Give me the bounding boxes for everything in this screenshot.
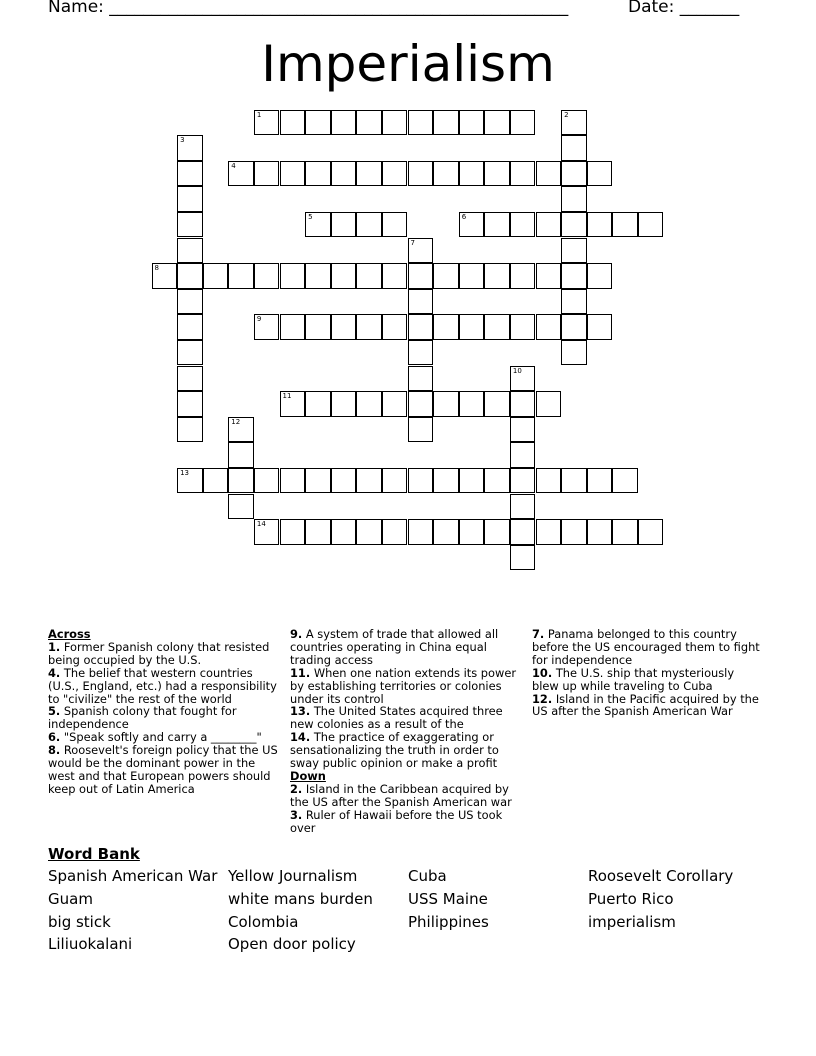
grid-cell[interactable]: [152, 263, 178, 289]
grid-cell[interactable]: [536, 263, 562, 289]
grid-cell[interactable]: [433, 161, 459, 187]
grid-cell[interactable]: [408, 263, 434, 289]
grid-cell[interactable]: [408, 289, 434, 315]
grid-cell[interactable]: [177, 417, 203, 443]
grid-cell[interactable]: [433, 263, 459, 289]
clue-number: 13: [180, 468, 190, 477]
clue-across-11: 11. When one nation extends its power by establishing territories or colonies under its control: [290, 665, 517, 706]
grid-cell[interactable]: [484, 161, 510, 187]
grid-cell[interactable]: [177, 468, 203, 494]
grid-cell[interactable]: [408, 366, 434, 392]
grid-cell[interactable]: [510, 314, 536, 340]
grid-cell[interactable]: [382, 468, 408, 494]
grid-cell[interactable]: [459, 161, 485, 187]
across-heading: Across: [48, 627, 91, 641]
grid-cell[interactable]: [305, 161, 331, 187]
word-bank-item: white mans burden: [228, 890, 373, 908]
grid-cell[interactable]: [408, 340, 434, 366]
grid-cell[interactable]: [561, 212, 587, 238]
grid-cell[interactable]: [254, 263, 280, 289]
grid-cell[interactable]: [561, 161, 587, 187]
grid-cell[interactable]: [510, 391, 536, 417]
clue-across-5: 5. Spanish colony that fought for independence: [48, 704, 237, 732]
grid-cell[interactable]: [484, 314, 510, 340]
grid-cell[interactable]: [459, 468, 485, 494]
grid-cell[interactable]: [561, 263, 587, 289]
grid-cell[interactable]: [382, 263, 408, 289]
clue-across-6: 6. "Speak softly and carry a ________": [48, 730, 262, 745]
clue-number: 14: [256, 520, 266, 529]
grid-cell[interactable]: [561, 519, 587, 545]
grid-cell[interactable]: [280, 391, 306, 417]
grid-cell[interactable]: [280, 110, 306, 136]
grid-cell[interactable]: [510, 545, 536, 571]
grid-cell[interactable]: [254, 314, 280, 340]
word-bank-item: Philippines: [408, 913, 489, 931]
grid-cell[interactable]: [331, 212, 357, 238]
grid-cell[interactable]: [331, 468, 357, 494]
clue-across-8: 8. Roosevelt's foreign policy that the US would be the dominant power in the west and that European powers should keep out of Latin America: [48, 743, 278, 796]
grid-cell[interactable]: [536, 212, 562, 238]
clue-number: 10: [512, 366, 522, 375]
clue-across-13: 13. The United States acquired three new colonies as a result of the: [290, 704, 503, 732]
grid-cell[interactable]: [254, 468, 280, 494]
down-heading: Down: [290, 768, 326, 783]
date-field[interactable]: Date: _______: [628, 0, 740, 17]
grid-cell[interactable]: [459, 263, 485, 289]
word-bank-item: Colombia: [228, 913, 299, 931]
grid-cell[interactable]: [280, 519, 306, 545]
grid-cell[interactable]: [228, 417, 254, 443]
grid-cell[interactable]: [510, 442, 536, 468]
grid-cell[interactable]: [356, 519, 382, 545]
grid-cell[interactable]: [254, 110, 280, 136]
grid-cell[interactable]: [459, 110, 485, 136]
word-bank-item: Yellow Journalism: [228, 867, 358, 885]
grid-cell[interactable]: [305, 519, 331, 545]
grid-cell[interactable]: [177, 314, 203, 340]
clue-number: 7: [410, 238, 415, 247]
grid-cell[interactable]: [331, 391, 357, 417]
grid-cell[interactable]: [612, 212, 638, 238]
grid-cell[interactable]: [228, 263, 254, 289]
clue-across-1: 1. Former Spanish colony that resisted being occupied by the U.S.: [48, 639, 270, 667]
grid-cell[interactable]: [305, 263, 331, 289]
grid-cell[interactable]: [356, 212, 382, 238]
grid-cell[interactable]: [228, 494, 254, 520]
word-bank-item: Liliuokalani: [48, 935, 133, 953]
grid-cell[interactable]: [459, 519, 485, 545]
grid-cell[interactable]: [382, 314, 408, 340]
grid-cell[interactable]: [356, 110, 382, 136]
grid-cell[interactable]: [459, 212, 485, 238]
clue-across-9: 9. A system of trade that allowed all countries operating in China equal trading access: [290, 627, 499, 667]
word-bank-item: Guam: [48, 890, 93, 908]
clue-number: 5: [308, 212, 313, 221]
grid-cell[interactable]: [459, 391, 485, 417]
clue-number: 2: [564, 110, 569, 119]
grid-cell[interactable]: [203, 468, 229, 494]
grid-cell[interactable]: [612, 468, 638, 494]
clue-down-7: 7. Panama belonged to this country before the US encouraged them to fight for independence: [532, 627, 760, 667]
clues-column-3: [532, 628, 764, 718]
grid-cell[interactable]: [305, 212, 331, 238]
grid-cell[interactable]: [561, 135, 587, 161]
grid-cell[interactable]: [433, 519, 459, 545]
grid-cell[interactable]: [408, 161, 434, 187]
grid-cell[interactable]: [382, 110, 408, 136]
grid-cell[interactable]: [305, 468, 331, 494]
clue-down-12: 12. Island in the Pacific acquired by the US after the Spanish American War: [532, 691, 759, 719]
grid-cell[interactable]: [177, 366, 203, 392]
grid-cell[interactable]: [177, 289, 203, 315]
grid-cell[interactable]: [510, 161, 536, 187]
grid-cell[interactable]: [484, 468, 510, 494]
grid-cell[interactable]: [536, 468, 562, 494]
grid-cell[interactable]: [356, 263, 382, 289]
grid-cell[interactable]: [510, 110, 536, 136]
grid-cell[interactable]: [331, 161, 357, 187]
grid-cell[interactable]: [510, 494, 536, 520]
clues-column-1: [48, 628, 280, 796]
clue-across-4: 4. The belief that western countries (U.S., England, etc.) had a responsibility to "civilize" the rest of the world: [48, 665, 277, 706]
grid-cell[interactable]: [587, 212, 613, 238]
grid-cell[interactable]: [408, 314, 434, 340]
grid-cell[interactable]: [356, 314, 382, 340]
grid-cell[interactable]: [638, 519, 664, 545]
clue-number: 4: [231, 161, 236, 170]
word-bank-item: Puerto Rico: [588, 890, 674, 908]
grid-cell[interactable]: [177, 263, 203, 289]
clue-number: 9: [256, 315, 262, 324]
grid-cell[interactable]: [382, 519, 408, 545]
grid-cell[interactable]: [433, 468, 459, 494]
grid-cell[interactable]: [331, 263, 357, 289]
grid-cell[interactable]: [587, 519, 613, 545]
clue-number: 8: [154, 264, 159, 273]
grid-cell[interactable]: [484, 519, 510, 545]
grid-cell[interactable]: [510, 366, 536, 392]
clue-down-3: 3. Ruler of Hawaii before the US took over: [290, 807, 503, 835]
grid-cell[interactable]: [433, 110, 459, 136]
grid-cell[interactable]: [228, 442, 254, 468]
grid-cell[interactable]: [408, 468, 434, 494]
name-field[interactable]: Name: ______________________________________________________: [48, 0, 569, 17]
word-bank-item: imperialism: [588, 913, 676, 931]
grid-cell[interactable]: [561, 110, 587, 136]
clue-number: 1: [256, 110, 262, 119]
word-bank-item: Spanish American War: [48, 867, 218, 885]
grid-cell[interactable]: [587, 314, 613, 340]
word-bank-item: Cuba: [408, 867, 447, 885]
grid-cell[interactable]: [331, 110, 357, 136]
grid-cell[interactable]: [638, 212, 664, 238]
grid-cell[interactable]: [459, 314, 485, 340]
grid-cell[interactable]: [587, 263, 613, 289]
grid-cell[interactable]: [536, 519, 562, 545]
grid-cell[interactable]: [356, 391, 382, 417]
grid-cell[interactable]: [484, 263, 510, 289]
grid-cell[interactable]: [510, 519, 536, 545]
grid-cell[interactable]: [408, 391, 434, 417]
grid-cell[interactable]: [510, 263, 536, 289]
grid-cell[interactable]: [305, 314, 331, 340]
clue-number: 12: [231, 417, 241, 426]
grid-cell[interactable]: [280, 314, 306, 340]
grid-cell[interactable]: [510, 212, 536, 238]
word-bank-item: big stick: [48, 913, 111, 931]
grid-cell[interactable]: [408, 417, 434, 443]
clue-number: 3: [180, 136, 185, 145]
grid-cell[interactable]: [587, 161, 613, 187]
grid-cell[interactable]: [408, 519, 434, 545]
grid-cell[interactable]: [382, 391, 408, 417]
grid-cell[interactable]: [433, 314, 459, 340]
grid-cell[interactable]: [484, 391, 510, 417]
grid-cell[interactable]: [408, 238, 434, 264]
grid-cell[interactable]: [561, 238, 587, 264]
grid-cell[interactable]: [612, 519, 638, 545]
grid-cell[interactable]: [356, 468, 382, 494]
grid-cell[interactable]: [280, 468, 306, 494]
word-bank-item: Open door policy: [228, 935, 356, 953]
grid-cell[interactable]: [177, 340, 203, 366]
grid-cell[interactable]: [203, 263, 229, 289]
clue-number: 11: [282, 392, 292, 401]
grid-cell[interactable]: [177, 135, 203, 161]
grid-cell[interactable]: [280, 263, 306, 289]
grid-cell[interactable]: [510, 468, 536, 494]
grid-cell[interactable]: [177, 238, 203, 264]
grid-cell[interactable]: [433, 391, 459, 417]
clue-down-2: 2. Island in the Caribbean acquired by the US after the Spanish American war: [290, 781, 512, 809]
grid-cell[interactable]: [177, 186, 203, 212]
grid-cell[interactable]: [280, 161, 306, 187]
clues-column-2: [290, 628, 522, 835]
word-bank-title: Word Bank: [48, 845, 140, 863]
grid-cell[interactable]: [510, 417, 536, 443]
clue-across-14: 14. The practice of exaggerating or sensationalizing the truth in order to sway public opinion or make a profit: [290, 730, 499, 771]
grid-cell[interactable]: [382, 161, 408, 187]
grid-cell[interactable]: [228, 468, 254, 494]
grid-cell[interactable]: [408, 110, 434, 136]
clue-number: 6: [461, 212, 467, 221]
grid-cell[interactable]: [331, 314, 357, 340]
grid-cell[interactable]: [177, 391, 203, 417]
word-bank-item: Roosevelt Corollary: [588, 867, 734, 885]
grid-cell[interactable]: [561, 289, 587, 315]
page-title: Imperialism: [261, 35, 555, 93]
grid-cell[interactable]: [254, 519, 280, 545]
grid-cell[interactable]: [305, 110, 331, 136]
grid-cell[interactable]: [587, 468, 613, 494]
grid-cell[interactable]: [356, 161, 382, 187]
grid-cell[interactable]: [228, 161, 254, 187]
grid-cell[interactable]: [561, 468, 587, 494]
grid-cell[interactable]: [484, 110, 510, 136]
grid-cell[interactable]: [536, 161, 562, 187]
grid-cell[interactable]: [382, 212, 408, 238]
grid-cell[interactable]: [536, 314, 562, 340]
grid-cell[interactable]: [561, 314, 587, 340]
grid-cell[interactable]: [561, 186, 587, 212]
grid-cell[interactable]: [331, 519, 357, 545]
grid-cell[interactable]: [305, 391, 331, 417]
grid-cell[interactable]: [561, 340, 587, 366]
clue-down-10: 10. The U.S. ship that mysteriously blew up while traveling to Cuba: [532, 665, 735, 693]
word-bank-item: USS Maine: [408, 890, 488, 908]
grid-cell[interactable]: [484, 212, 510, 238]
grid-cell[interactable]: [177, 212, 203, 238]
grid-cell[interactable]: [254, 161, 280, 187]
grid-cell[interactable]: [536, 391, 562, 417]
grid-cell[interactable]: [177, 161, 203, 187]
